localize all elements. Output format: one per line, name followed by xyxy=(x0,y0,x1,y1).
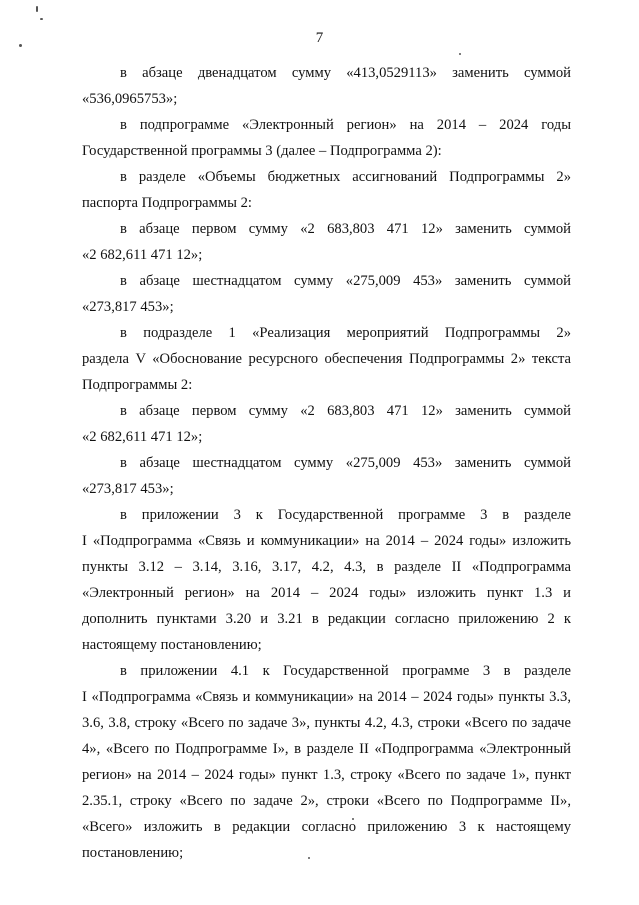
text-line: в подпрограмме «Электронный регион» на 2014 – 2024 годы xyxy=(120,117,571,133)
scan-speck xyxy=(459,53,461,55)
text-line: настоящему постановлению; xyxy=(82,637,262,653)
scan-speck xyxy=(40,18,43,20)
text-line: в абзаце первом сумму «2 683,803 471 12» заменить суммой xyxy=(120,221,571,237)
text-line: в абзаце шестнадцатом сумму «275,009 453» заменить суммой xyxy=(120,273,571,289)
document-body xyxy=(82,60,571,866)
text-line: в приложении 4.1 к Государственной программе 3 в разделе xyxy=(120,663,571,679)
text-line: в абзаце шестнадцатом сумму «275,009 453» заменить суммой xyxy=(120,455,571,471)
text-line: «Всего» изложить в редакции согласно приложению 3 к настоящему xyxy=(82,819,571,835)
text-line: «2 682,611 471 12»; xyxy=(82,247,203,263)
text-line: I «Подпрограмма «Связь и коммуникации» на 2014 – 2024 годы» изложить xyxy=(82,533,571,549)
text-line: в разделе «Объемы бюджетных ассигнований Подпрограммы 2» xyxy=(120,169,571,185)
scan-speck xyxy=(36,6,38,12)
text-line: I «Подпрограмма «Связь и коммуникации» на 2014 – 2024 годы» пункты 3.3, xyxy=(82,689,571,705)
text-line: раздела V «Обоснование ресурсного обеспечения Подпрограммы 2» текста xyxy=(82,351,571,367)
text-line: паспорта Подпрограммы 2: xyxy=(82,195,252,211)
text-line: 4», «Всего по Подпрограмме I», в разделе II «Подпрограмма «Электронный xyxy=(82,741,571,757)
text-line: в абзаце двенадцатом сумму «413,0529113» заменить суммой xyxy=(120,65,571,81)
text-line: в подразделе 1 «Реализация мероприятий Подпрограммы 2» xyxy=(120,325,571,341)
text-line: в абзаце первом сумму «2 683,803 471 12» заменить суммой xyxy=(120,403,571,419)
text-line: «273,817 453»; xyxy=(82,481,174,497)
text-line: пункты 3.12 – 3.14, 3.16, 3.17, 4.2, 4.3, в разделе II «Подпрограмма xyxy=(82,559,571,575)
text-line: регион» на 2014 – 2024 годы» пункт 1.3, строку «Всего по задаче 1», пункт xyxy=(82,767,571,783)
text-line: «536,0965753»; xyxy=(82,91,178,107)
text-line: в приложении 3 к Государственной программе 3 в разделе xyxy=(120,507,571,523)
text-line: дополнить пунктами 3.20 и 3.21 в редакции согласно приложению 2 к xyxy=(82,611,571,627)
body-paragraphs xyxy=(82,60,571,866)
text-line: постановлению; xyxy=(82,845,184,861)
page-number: 7 xyxy=(315,30,324,46)
text-line: 2.35.1, строку «Всего по задаче 2», строки «Всего по Подпрограмме II», xyxy=(82,793,571,809)
text-line: «2 682,611 471 12»; xyxy=(82,429,203,445)
text-line: «273,817 453»; xyxy=(82,299,174,315)
text-line: 3.6, 3.8, строку «Всего по задаче 3», пункты 4.2, 4.3, строки «Всего по задаче xyxy=(82,715,571,731)
text-line: Подпрограммы 2: xyxy=(82,377,193,393)
text-line: Государственной программы 3 (далее – Подпрограмма 2): xyxy=(82,143,442,159)
text-line: «Электронный регион» на 2014 – 2024 годы» изложить пункт 1.3 и xyxy=(82,585,571,601)
